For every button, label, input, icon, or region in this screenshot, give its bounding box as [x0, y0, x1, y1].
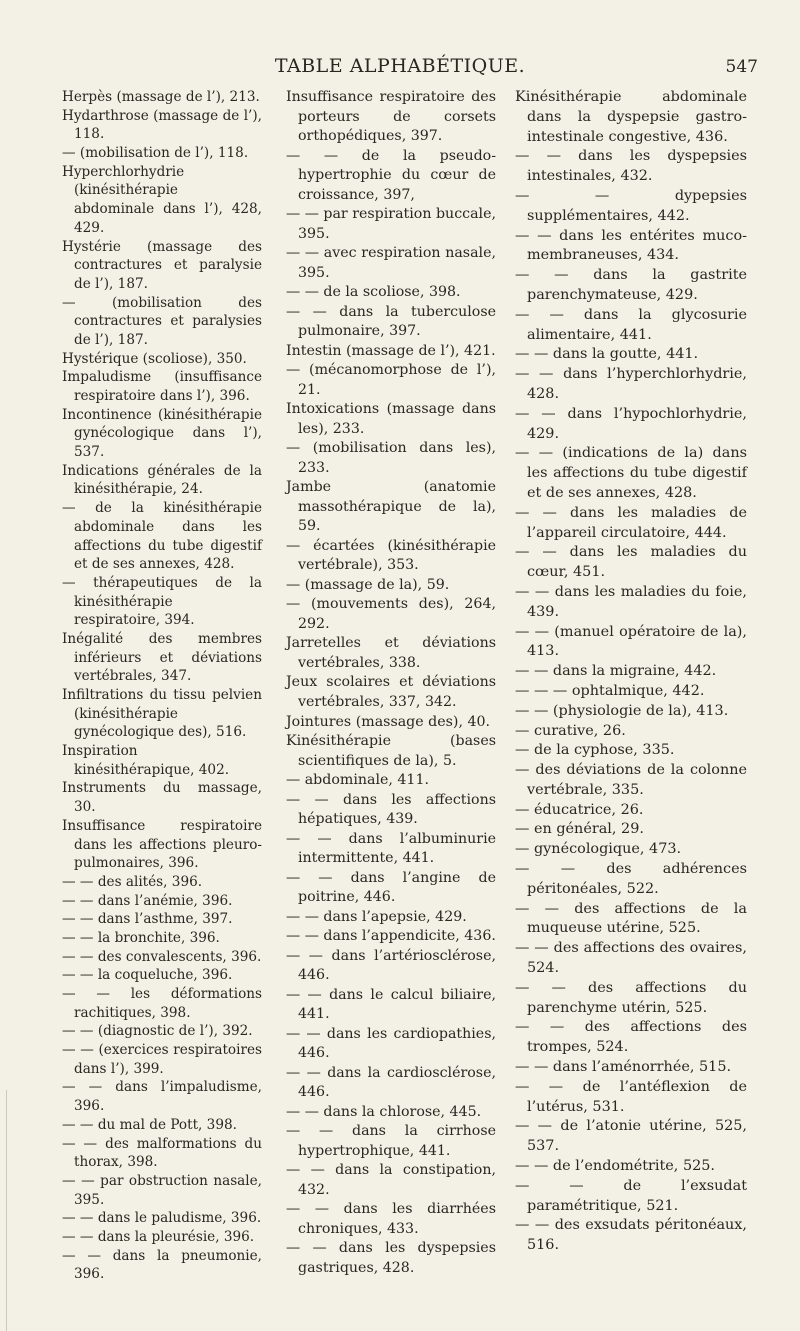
index-entry: Instruments du massage, 30. — [62, 780, 262, 816]
index-entry: — — dans la pleurésie, 396. — [62, 1228, 255, 1245]
index-entry: — — dans le calcul biliaire, 441. — [286, 986, 496, 1023]
index-entry: — — (indications de la) dans les affections du tube digestif et de ses annexes, 428. — [515, 445, 747, 501]
index-entry: — — dans la pneumonie, 396. — [62, 1247, 262, 1283]
index-entry: — — la bronchite, 396. — [62, 929, 220, 946]
index-entry: — — dans la cardiosclérose, 446. — [286, 1064, 496, 1101]
index-column-2 — [286, 88, 496, 1278]
index-entry: — — par obstruction nasale, 395. — [62, 1172, 262, 1208]
index-entry: — abdominale, 411. — [286, 772, 429, 789]
index-entry: Jeux scolaires et déviations vertébrales, 337, 342. — [286, 674, 496, 710]
index-entry: — — (manuel opératoire de la), 413. — [515, 623, 747, 660]
index-column-3 — [515, 88, 747, 1256]
index-entry: — — dans les affections hépatiques, 439. — [286, 791, 496, 828]
index-entry: — — dans le paludisme, 396. — [62, 1210, 262, 1227]
index-entry: Jambe (anatomie massothérapique de la), 59. — [286, 479, 496, 535]
index-entry: — — dans l’albuminurie intermittente, 441. — [286, 830, 496, 867]
index-entry: — — par respiration buccale, 395. — [286, 206, 496, 242]
index-entry: — — des alités, 396. — [62, 873, 203, 890]
index-entry: Incontinence (kinésithérapie gynécologique dans l’), 537. — [62, 406, 262, 461]
index-entry: — — dans l’apepsie, 429. — [286, 908, 467, 925]
index-entry: — — du mal de Pott, 398. — [62, 1116, 237, 1133]
index-entry: Indications générales de la kinésithérapie, 24. — [62, 462, 262, 498]
index-entry: Inspiration kinésithérapique, 402. — [62, 743, 230, 778]
index-entry: — — des exsudats péritonéaux, 516. — [515, 1217, 747, 1254]
index-entry: — — des affections des trompes, 524. — [515, 1019, 747, 1056]
index-entry: — de la cyphose, 335. — [515, 742, 675, 759]
scan-edge-line — [6, 1090, 7, 1331]
index-entry: — — des affections de la muqueuse utérine, 525. — [515, 900, 747, 937]
index-entry: Kinésithérapie abdominale dans la dyspepsie gastro-intestinale congestive, 436. — [515, 89, 747, 145]
index-entry: — — dans la goutte, 441. — [515, 346, 699, 363]
index-entry: — — des affections du parenchyme utérin, 525. — [515, 979, 747, 1016]
index-entry: — (mobilisation des contractures et paralysies de l’), 187. — [62, 294, 262, 348]
index-entry: — — de la pseudo-hypertrophie du cœur de croissance, 397, — [286, 147, 496, 203]
index-entry: — curative, 26. — [515, 722, 626, 739]
index-entry: Hyperchlorhydrie (kinésithérapie abdominale dans l’), 428, 429. — [62, 163, 262, 236]
index-entry: — — dans la tuberculose pulmonaire, 397. — [286, 303, 496, 340]
index-entry: — — dans la cirrhose hypertrophique, 441. — [286, 1123, 496, 1159]
index-entry: Insuffisance respiratoire dans les affections pleuro-pulmonaires, 396. — [62, 817, 262, 872]
index-entry: — (mobilisation dans les), 233. — [286, 440, 496, 476]
index-entry: — — des convalescents, 396. — [62, 948, 262, 965]
index-entry: — — de la scoliose, 398. — [286, 284, 461, 301]
running-title: TABLE ALPHABÉTIQUE. — [274, 55, 526, 77]
index-entry: — — dans l’aménorrhée, 515. — [515, 1059, 732, 1076]
index-entry: — — dans l’anémie, 396. — [62, 892, 233, 909]
index-entry: Hydarthrose (massage de l’), 118. — [62, 107, 262, 143]
index-entry: — — avec respiration nasale, 395. — [286, 245, 496, 281]
index-entry: — éducatrice, 26. — [515, 801, 644, 818]
index-entry: — — dans l’appendicite, 436. — [286, 928, 496, 945]
index-entry: — en général, 29. — [515, 821, 644, 838]
index-entry: — écartées (kinésithérapie vertébrale), 353. — [286, 537, 496, 574]
index-entry: — — dans les maladies du cœur, 451. — [515, 544, 747, 581]
page-number: 547 — [725, 57, 758, 77]
index-entry: — — de l’antéflexion de l’utérus, 531. — [515, 1078, 747, 1115]
index-entry: — des déviations de la colonne vertébrale, 335. — [515, 762, 747, 798]
index-entry: — — la coqueluche, 396. — [62, 967, 233, 984]
index-entry: — — dans l’hyperchlorhydrie, 428. — [515, 366, 747, 402]
index-entry: Insuffisance respiratoire des porteurs de corsets orthopédiques, 397. — [286, 89, 496, 145]
page-header — [0, 0, 800, 76]
index-entry: — — (physiologie de la), 413. — [515, 702, 729, 719]
index-entry: — — dans la chlorose, 445. — [286, 1103, 482, 1120]
index-entry: — — (exercices respiratoires dans l’), 399. — [62, 1042, 262, 1077]
index-entry: — (mécanomorphose de l’), 21. — [286, 362, 496, 398]
index-entry: Intoxications (massage dans les), 233. — [286, 401, 496, 437]
index-entry: — — de l’endométrite, 525. — [515, 1158, 715, 1175]
index-entry: — (mouvements des), 264, 292. — [286, 596, 496, 632]
index-entry: — — dans les maladies de l’appareil circulatoire, 444. — [515, 504, 747, 541]
index-entry: — thérapeutiques de la kinésithérapie respiratoire, 394. — [62, 574, 262, 629]
index-entry: — — de l’atonie utérine, 525, 537. — [515, 1118, 747, 1155]
index-entry: — — dypepsies supplémentaires, 442. — [515, 187, 747, 224]
index-entry: Kinésithérapie (bases scientifiques de la), 5. — [286, 733, 496, 769]
index-entry: — — de l’exsudat paramétritique, 521. — [515, 1177, 747, 1214]
index-entry: — — dans l’impaludisme, 396. — [62, 1079, 262, 1115]
index-entry: Intestin (massage de l’), 421. — [286, 342, 496, 359]
index-entry: — — dans les entérites muco-membraneuses, 434. — [515, 227, 747, 264]
index-entry: — de la kinésithérapie abdominale dans les affections du tube digestif et de ses annexes, 428. — [62, 500, 262, 573]
index-entry: Impaludisme (insuffisance respiratoire dans l’), 396. — [62, 369, 262, 404]
index-entry: — — dans les maladies du foie, 439. — [515, 583, 747, 620]
index-entry: — — les déformations rachitiques, 398. — [62, 986, 262, 1021]
index-entry: — — dans les dyspepsies gastriques, 428. — [286, 1240, 496, 1276]
index-column-1 — [62, 88, 262, 1284]
index-entry: — — dans la migraine, 442. — [515, 663, 717, 680]
index-entry: Hystérique (scoliose), 350. — [62, 350, 247, 367]
index-entry: — — des affections des ovaires, 524. — [515, 940, 747, 977]
index-entry: — — dans les dyspepsies intestinales, 432. — [515, 148, 747, 185]
index-entry: — — dans l’angine de poitrine, 446. — [286, 869, 496, 906]
index-entry: — gynécologique, 473. — [515, 841, 682, 858]
index-entry: — — dans l’asthme, 397. — [62, 911, 233, 928]
index-entry: — — dans les diarrhées chroniques, 433. — [286, 1201, 496, 1237]
index-entry: — — dans la glycosurie alimentaire, 441. — [515, 306, 747, 343]
index-entry: — — dans l’hypochlorhydrie, 429. — [515, 405, 747, 442]
index-entry: — — dans la gastrite parenchymateuse, 429. — [515, 267, 747, 303]
index-entry: Herpès (massage de l’), 213. — [62, 89, 260, 105]
index-entry: Jointures (massage des), 40. — [286, 713, 491, 730]
index-entry: — (massage de la), 59. — [286, 576, 450, 593]
index-entry: Inégalité des membres inférieurs et déviations vertébrales, 347. — [62, 630, 262, 685]
index-entry: Infiltrations du tissu pelvien (kinésithérapie gynécologique des), 516. — [62, 687, 262, 741]
index-entry: — — — ophtalmique, 442. — [515, 682, 705, 699]
index-entry: — — dans l’artériosclérose, 446. — [286, 947, 496, 984]
index-entry: Hystérie (massage des contractures et paralysie de l’), 187. — [62, 238, 262, 292]
index-entry: — — (diagnostic de l’), 392. — [62, 1023, 253, 1040]
index-entry: — — dans les cardiopathies, 446. — [286, 1025, 496, 1062]
index-entry: Jarretelles et déviations vertébrales, 338. — [286, 635, 496, 671]
index-entry: — — dans la constipation, 432. — [286, 1162, 496, 1198]
index-entry: — — des malformations du thorax, 398. — [62, 1135, 262, 1171]
index-entry: — (mobilisation de l’), 118. — [62, 145, 249, 162]
index-entry: — — des adhérences péritonéales, 522. — [515, 861, 747, 897]
